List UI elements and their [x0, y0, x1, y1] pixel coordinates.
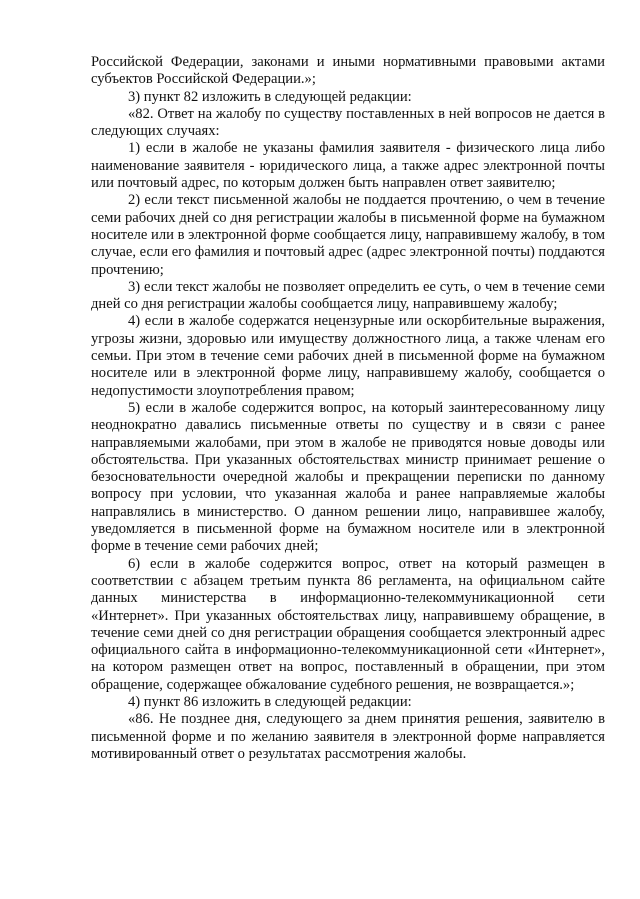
paragraph-clause-82: «82. Ответ на жалобу по существу поставленных в ней вопросов не дается в следующих случаях:: [91, 105, 605, 140]
paragraph-case-1: 1) если в жалобе не указаны фамилия заявителя - физического лица либо наименование заявителя - юридического лица, а также адрес электронной почты или почтовый адрес, по которым должен быть направлен ответ заявителю;: [91, 140, 605, 192]
paragraph-case-4: 4) если в жалобе содержатся нецензурные или оскорбительные выражения, угрозы жизни, здоровью или имуществу должностного лица, а также членам его семьи. При этом в течение семи рабочих дней в письменной форме на бумажном носителе или в электронной форме лицу, направившему жалобу, сообщается о недопустимости злоупотребления правом;: [91, 313, 605, 399]
paragraph-continuation: Российской Федерации, законами и иными нормативными правовыми актами субъектов Российской Федерации.»;: [91, 54, 605, 88]
paragraph-case-3: 3) если текст жалобы не позволяет определить ее суть, о чем в течение семи дней со дня регистрации жалобы сообщается лицу, направившему жалобу;: [91, 278, 605, 313]
document-body: [91, 54, 605, 763]
paragraph-item-4: 4) пункт 86 изложить в следующей редакции:: [128, 693, 412, 710]
paragraph-case-2: 2) если текст письменной жалобы не поддается прочтению, о чем в течение семи рабочих дней со дня регистрации жалобы в письменной форме на бумажном носителе или в электронной форме сообщается лицу, направившему жалобу, в том случае, если его фамилия и почтовый адрес (адрес электронной почты) поддаются прочтению;: [91, 192, 606, 278]
paragraph-case-6: 6) если в жалобе содержится вопрос, ответ на который размещен в соответствии с абзацем третьим пункта 86 регламента, на официальном сайте данных министерства в информационно-телекоммуникационной сети «Интернет». При указанных обстоятельствах лицу, направившему обращение, в течение семи дней со дня регистрации обращения сообщается электронный адрес официального сайта в информационно-телекоммуникационной сети «Интернет», на котором размещен ответ на вопрос, поставленный в обращении, при этом обращение, содержащее обжалование судебного решения, не возвращается.»;: [91, 555, 605, 693]
paragraph-clause-86: «86. Не позднее дня, следующего за днем принятия решения, заявителю в письменной форме и по желанию заявителя в электронной форме направляется мотивированный ответ о результатах рассмотрения жалобы.: [91, 711, 605, 762]
paragraph-item-3: 3) пункт 82 изложить в следующей редакции:: [128, 88, 412, 105]
paragraph-case-5: 5) если в жалобе содержится вопрос, на который заинтересованному лицу неоднократно давались письменные ответы по существу и в связи с ранее направляемыми жалобами, при этом в жалобе не приводятся новые доводы или обстоятельства. При указанных обстоятельствах министр принимает решение о безосновательности очередной жалобы и прекращении переписки по данному вопросу при условии, что указанная жалоба и ранее направляемые жалобы направлялись в министерство. О данном решении лицо, направившее жалобу, уведомляется в письменной форме на бумажном носителе или в электронной форме в течение семи рабочих дней;: [91, 399, 605, 555]
